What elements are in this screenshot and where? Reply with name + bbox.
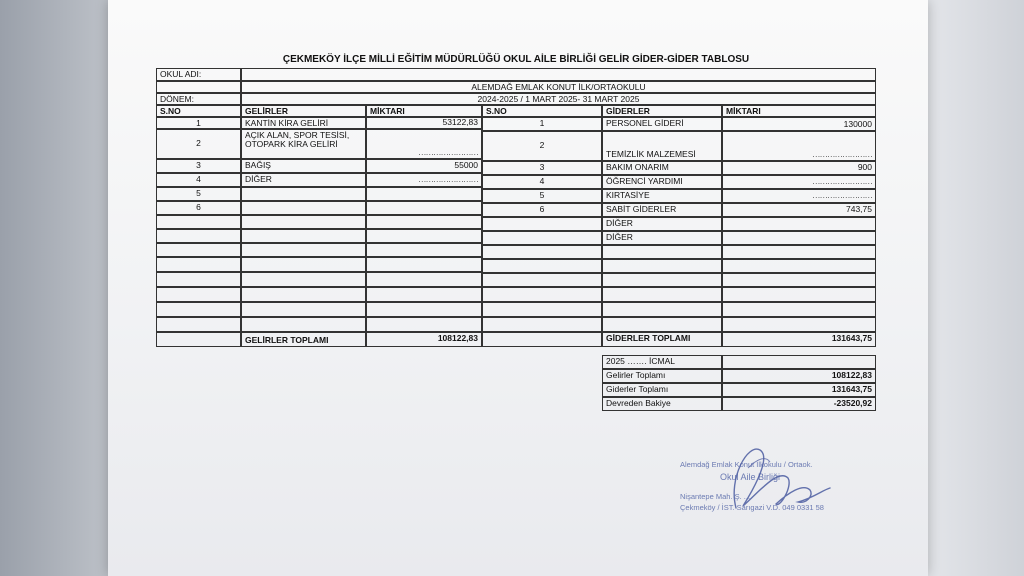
- empty-cell: [602, 245, 722, 259]
- empty-cell: [602, 259, 722, 273]
- empty-cell: [482, 302, 602, 317]
- expense-amount: [722, 231, 876, 245]
- empty-cell: [602, 273, 722, 287]
- summary-value: 108122,83: [722, 369, 876, 383]
- income-amount: [366, 187, 482, 201]
- expense-name: BAKIM ONARIM: [602, 161, 722, 175]
- empty-cell: [722, 273, 876, 287]
- empty-cell: [241, 229, 366, 243]
- expense-no: 2: [482, 131, 602, 161]
- expense-name: PERSONEL GİDERİ: [602, 117, 722, 131]
- empty-cell: [722, 287, 876, 302]
- expense-no: [482, 217, 602, 231]
- income-total-value: 108122,83: [366, 332, 482, 347]
- summary-value: -23520,92: [722, 397, 876, 411]
- period-value: 2024-2025 / 1 MART 2025- 31 MART 2025: [241, 93, 876, 105]
- empty-cell: [482, 287, 602, 302]
- expense-name: DİĞER: [602, 217, 722, 231]
- empty-cell: [722, 302, 876, 317]
- income-total-label: GELİRLER TOPLAMI: [241, 332, 366, 347]
- header-miktari: MİKTARI: [366, 105, 482, 117]
- expense-amount: ……………………: [722, 131, 876, 161]
- income-no: 2: [156, 129, 241, 159]
- empty-cell: [241, 317, 366, 332]
- income-amount: 55000: [366, 159, 482, 173]
- stamp-line: Çekmeköy / İST. Sarıgazi V.D. 049 0331 58: [680, 502, 824, 512]
- income-name: [241, 201, 366, 215]
- income-name: DİĞER: [241, 173, 366, 187]
- income-amount: ……………………: [366, 173, 482, 187]
- empty-cell: [366, 317, 482, 332]
- expense-name: ÖĞRENCİ YARDIMI: [602, 175, 722, 189]
- empty-cell: [241, 257, 366, 272]
- empty-cell: [482, 332, 602, 347]
- empty-cell: [156, 332, 241, 347]
- empty-cell: [241, 215, 366, 229]
- empty-cell: [241, 243, 366, 257]
- summary-label: Giderler Toplamı: [602, 383, 722, 397]
- expense-total-value: 131643,75: [722, 332, 876, 347]
- stamp-line: Nişantepe Mah. Ş. ...: [680, 491, 751, 501]
- income-name: BAĞIŞ: [241, 159, 366, 173]
- empty-cell: [602, 287, 722, 302]
- empty-cell: [722, 317, 876, 332]
- header-sno: S.NO: [156, 105, 241, 117]
- stamp-line: Alemdağ Emlak Konut İlkokulu / Ortaok.: [680, 460, 813, 469]
- empty-cell: [156, 215, 241, 229]
- income-no: 1: [156, 117, 241, 129]
- income-no: 4: [156, 173, 241, 187]
- income-name: [241, 187, 366, 201]
- document-title: ÇEKMEKÖY İLÇE MİLLİ EĞİTİM MÜDÜRLÜĞÜ OKUL AİLE BİRLİĞİ GELİR GİDER-GİDER TABLOSU: [282, 54, 750, 65]
- empty-cell: [482, 317, 602, 332]
- school-label: OKUL ADI:: [156, 68, 241, 81]
- expense-no: 6: [482, 203, 602, 217]
- period-label: DÖNEM:: [156, 93, 241, 105]
- empty-cell: [602, 317, 722, 332]
- expense-total-label: GİDERLER TOPLAMI: [602, 332, 722, 347]
- school-name: ALEMDAĞ EMLAK KONUT İLK/ORTAOKULU: [241, 81, 876, 93]
- expense-no: 1: [482, 117, 602, 131]
- income-name: AÇIK ALAN, SPOR TESİSİ, OTOPARK KİRA GELİRİ: [241, 129, 366, 159]
- empty-cell: [366, 302, 482, 317]
- income-amount: 53122,83: [366, 117, 482, 129]
- header-giderler: GİDERLER: [602, 105, 722, 117]
- expense-no: 5: [482, 189, 602, 203]
- expense-name: KIRTASİYE: [602, 189, 722, 203]
- expense-amount: 130000: [722, 117, 876, 131]
- income-no: 5: [156, 187, 241, 201]
- empty-cell: [366, 229, 482, 243]
- expense-amount: [722, 217, 876, 231]
- empty-cell: [482, 259, 602, 273]
- empty-cell: [482, 273, 602, 287]
- expense-name: SABİT GİDERLER: [602, 203, 722, 217]
- summary-header-empty: [722, 355, 876, 369]
- expense-name: DİĞER: [602, 231, 722, 245]
- empty-cell: [156, 272, 241, 287]
- school-empty: [241, 68, 876, 81]
- empty-cell: [156, 243, 241, 257]
- header-miktari-2: MİKTARI: [722, 105, 876, 117]
- empty-cell: [722, 245, 876, 259]
- expense-amount: 743,75: [722, 203, 876, 217]
- empty-cell: [156, 229, 241, 243]
- document-sheet: [108, 0, 928, 576]
- expense-no: 4: [482, 175, 602, 189]
- empty-cell: [241, 287, 366, 302]
- expense-name: TEMİZLİK MALZEMESİ: [602, 131, 722, 161]
- income-amount: [366, 201, 482, 215]
- empty-cell: [722, 259, 876, 273]
- empty-cell: [602, 302, 722, 317]
- header-gelirler: GELİRLER: [241, 105, 366, 117]
- empty-cell: [156, 257, 241, 272]
- signature: [718, 438, 838, 528]
- header-sno-2: S.NO: [482, 105, 602, 117]
- empty-cell: [366, 272, 482, 287]
- summary-header: 2025 ……. İCMAL: [602, 355, 722, 369]
- period-label-spacer: [156, 81, 241, 93]
- empty-cell: [366, 257, 482, 272]
- income-amount: ……………………: [366, 129, 482, 159]
- empty-cell: [156, 287, 241, 302]
- stamp-line: Okul Aile Birliği: [720, 471, 781, 482]
- summary-value: 131643,75: [722, 383, 876, 397]
- empty-cell: [156, 317, 241, 332]
- empty-cell: [366, 243, 482, 257]
- summary-label: Devreden Bakiye: [602, 397, 722, 411]
- expense-no: [482, 231, 602, 245]
- empty-cell: [156, 302, 241, 317]
- background-right: [914, 0, 1024, 576]
- income-no: 3: [156, 159, 241, 173]
- empty-cell: [241, 302, 366, 317]
- income-name: KANTİN KİRA GELİRİ: [241, 117, 366, 129]
- summary-label: Gelirler Toplamı: [602, 369, 722, 383]
- expense-no: 3: [482, 161, 602, 175]
- empty-cell: [366, 287, 482, 302]
- expense-amount: ……………………: [722, 175, 876, 189]
- empty-cell: [366, 215, 482, 229]
- expense-amount: ……………………: [722, 189, 876, 203]
- expense-amount: 900: [722, 161, 876, 175]
- empty-cell: [241, 272, 366, 287]
- empty-cell: [482, 245, 602, 259]
- income-no: 6: [156, 201, 241, 215]
